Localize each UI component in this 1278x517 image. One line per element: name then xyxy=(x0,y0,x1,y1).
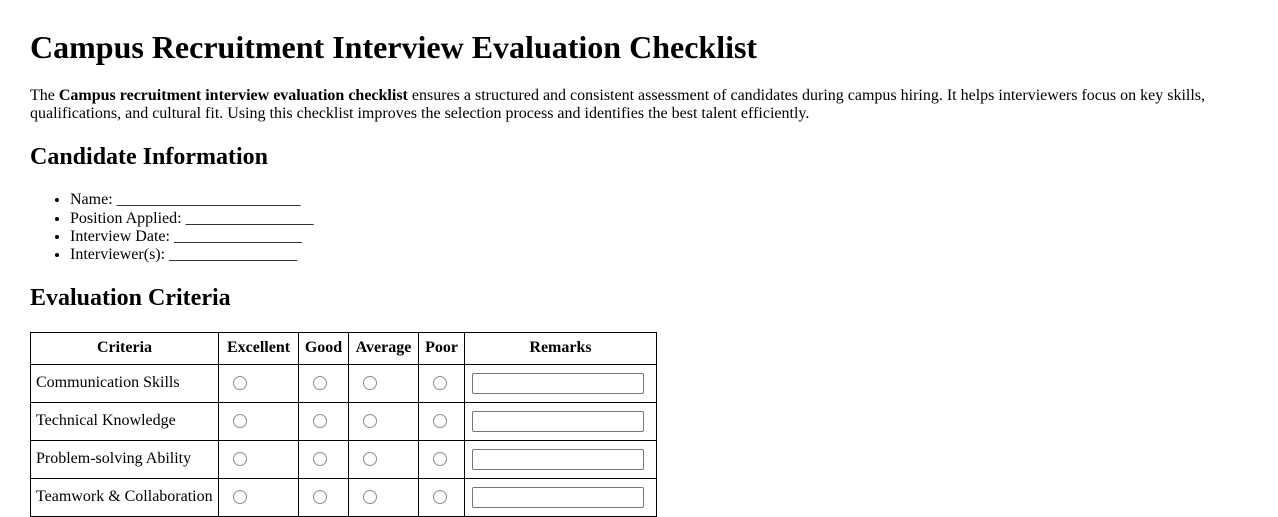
radio-problem-solving-good[interactable] xyxy=(313,452,327,466)
remarks-input-teamwork[interactable] xyxy=(472,487,644,508)
field-label: Interview Date: xyxy=(70,227,170,245)
criteria-label: Communication Skills xyxy=(31,364,219,402)
evaluation-table xyxy=(30,332,657,516)
candidate-field-interviewers xyxy=(70,246,1248,264)
intro-prefix: The xyxy=(30,86,59,104)
radio-communication-skills-excellent[interactable] xyxy=(233,376,247,390)
page-title: Campus Recruitment Interview Evaluation Checklist xyxy=(30,29,758,65)
radio-technical-knowledge-excellent[interactable] xyxy=(233,414,247,428)
remarks-input-problem-solving[interactable] xyxy=(472,449,644,470)
radio-teamwork-excellent[interactable] xyxy=(233,490,247,504)
radio-teamwork-average[interactable] xyxy=(363,490,377,504)
column-header-excellent: Excellent xyxy=(219,333,299,364)
radio-technical-knowledge-poor[interactable] xyxy=(433,414,447,428)
radio-technical-knowledge-average[interactable] xyxy=(363,414,377,428)
radio-communication-skills-average[interactable] xyxy=(363,376,377,390)
intro-paragraph xyxy=(30,87,1248,124)
table-row xyxy=(31,440,657,478)
intro-bold-phrase: Campus recruitment interview evaluation checklist xyxy=(58,86,408,104)
fill-in-blank: ________________ xyxy=(185,209,314,227)
radio-teamwork-poor[interactable] xyxy=(433,490,447,504)
column-header-good: Good xyxy=(299,333,349,364)
field-label: Interviewer(s): xyxy=(70,246,166,264)
fill-in-blank: ________________ xyxy=(169,246,298,264)
radio-problem-solving-poor[interactable] xyxy=(433,452,447,466)
radio-problem-solving-average[interactable] xyxy=(363,452,377,466)
candidate-field-interview-date xyxy=(70,228,1248,246)
criteria-label: Teamwork & Collaboration xyxy=(31,478,219,516)
criteria-label: Problem-solving Ability xyxy=(31,440,219,478)
field-label: Name: xyxy=(70,191,113,209)
column-header-remarks: Remarks xyxy=(465,333,657,364)
candidate-info-list xyxy=(30,191,1248,265)
candidate-field-name xyxy=(70,191,1248,209)
candidate-info-heading: Candidate Information xyxy=(30,143,269,170)
remarks-input-technical-knowledge[interactable] xyxy=(472,411,644,432)
fill-in-blank: _______________________ xyxy=(116,191,301,209)
field-label: Position Applied: xyxy=(70,209,182,227)
column-header-poor: Poor xyxy=(419,333,465,364)
evaluation-criteria-heading: Evaluation Criteria xyxy=(30,284,231,311)
remarks-input-communication-skills[interactable] xyxy=(472,373,644,394)
intro-rest: ensures a structured and consistent assessment of candidates during campus hiring. It helps interviewers focus on key skills, qualifications, and cultural fit. Using this checklist improves the selection process and identifies the best talent efficiently. xyxy=(30,86,1206,123)
criteria-label: Technical Knowledge xyxy=(31,402,219,440)
candidate-field-position xyxy=(70,210,1248,228)
radio-technical-knowledge-good[interactable] xyxy=(313,414,327,428)
table-row xyxy=(31,364,657,402)
radio-teamwork-good[interactable] xyxy=(313,490,327,504)
fill-in-blank: ________________ xyxy=(173,227,302,245)
column-header-average: Average xyxy=(349,333,419,364)
radio-communication-skills-good[interactable] xyxy=(313,376,327,390)
table-row xyxy=(31,478,657,516)
table-row xyxy=(31,402,657,440)
table-header-row xyxy=(31,333,657,364)
column-header-criteria: Criteria xyxy=(31,333,219,364)
radio-communication-skills-poor[interactable] xyxy=(433,376,447,390)
radio-problem-solving-excellent[interactable] xyxy=(233,452,247,466)
